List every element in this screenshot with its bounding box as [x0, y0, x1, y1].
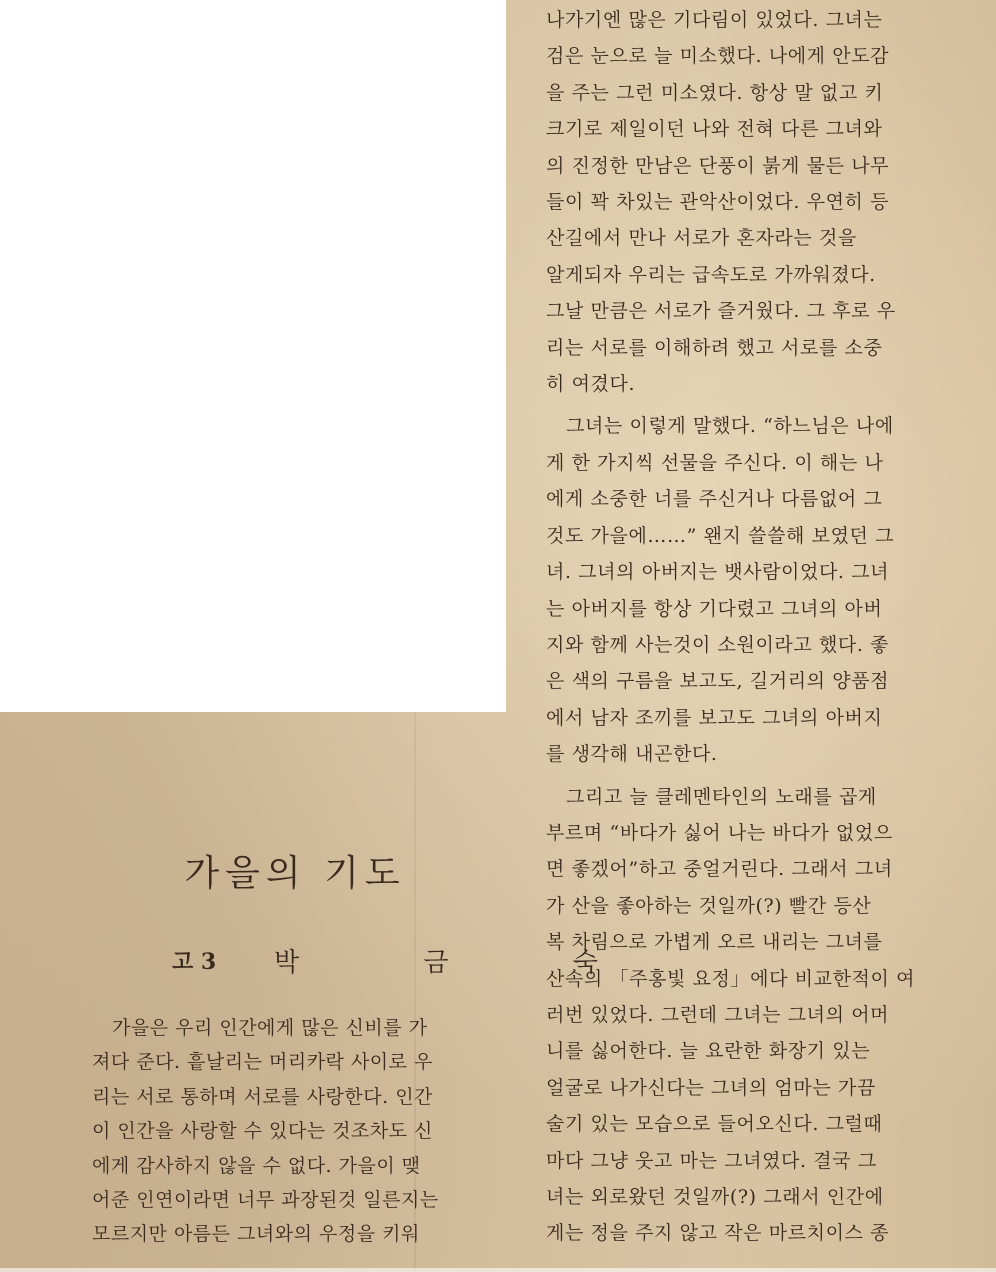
right-text-column: [546, 2, 952, 1252]
page-bottom-edge: [0, 1268, 996, 1272]
article-title: 가을의 기도: [184, 853, 406, 894]
blank-white-region: [0, 0, 506, 712]
paragraph: 그리고 늘 클레멘타인의 노래를 곱게 부르며 “바다가 싫어 나는 바다가 없었으 면 좋겠어”하고 중얼거린다. 그래서 그녀 가 산을 좋아하는 것일까(?) 빨간 등산 복 차림으로 가볍게 오르 내리는 그녀를 산속의 「주홍빛 요정」에다 비교한적이 여 러번 있었다. 그런데 그녀는 그녀의 어머 니를 싫어한다. 늘 요란한 화장기 있는 얼굴로 나가신다는 그녀의 엄마는 가끔 술기 있는 모습으로 들어오신다. 그럴때 마다 그냥 웃고 마는 그녀였다. 결국 그 녀는 외로왔던 것일까(?) 그래서 인간에 게는 정을 주지 않고 작은 마르치이스 종: [546, 785, 916, 1245]
paragraph: 나가기엔 많은 기다림이 있었다. 그녀는 검은 눈으로 늘 미소했다. 나에게 안도감 을 주는 그런 미소였다. 항상 말 없고 키 크기로 제일이던 나와 전혀 다른 그녀와 의 진정한 만남은 단풍이 붉게 물든 나무 들이 꽉 차있는 관악산이었다. 우연히 등 산길에서 만나 서로가 혼자라는 것을 알게되자 우리는 급속도로 가까워졌다. 그날 만큼은 서로가 즐거웠다. 그 후로 우 리는 서로를 이해하려 했고 서로를 소중 히 여겼다.: [546, 9, 896, 396]
article-body: 가을은 우리 인간에게 많은 신비를 가 져다 준다. 흩날리는 머리카락 사이로 우 리는 서로 통하며 서로를 사랑한다. 인간 이 인간을 사랑할 수 있다는 것조차도 신 에게 감사하지 않을 수 없다. 가을이 맺 어준 인연이라면 너무 과장된것 일른지는 모르지만 아름든 그녀와의 우정을 키워: [92, 1017, 439, 1246]
author-name: 박 금 숙: [274, 948, 656, 978]
author-grade: 고 3: [172, 949, 217, 975]
paragraph: 그녀는 이렇게 말했다. “하느님은 나에 게 한 가지씩 선물을 주신다. 이 해는 나 에게 소중한 너를 주신거나 다름없어 그 것도 가을에……” 왠지 쓸쓸해 보였던 그 녀. 그녀의 아버지는 뱃사람이었다. 그녀 는 아버지를 항상 기다렸고 그녀의 아버 지와 함께 사는것이 소원이라고 했다. 좋 은 색의 구름을 보고도, 길거리의 양품점 에서 남자 조끼를 보고도 그녀의 아버지 를 생각해 내곤한다.: [546, 415, 895, 766]
